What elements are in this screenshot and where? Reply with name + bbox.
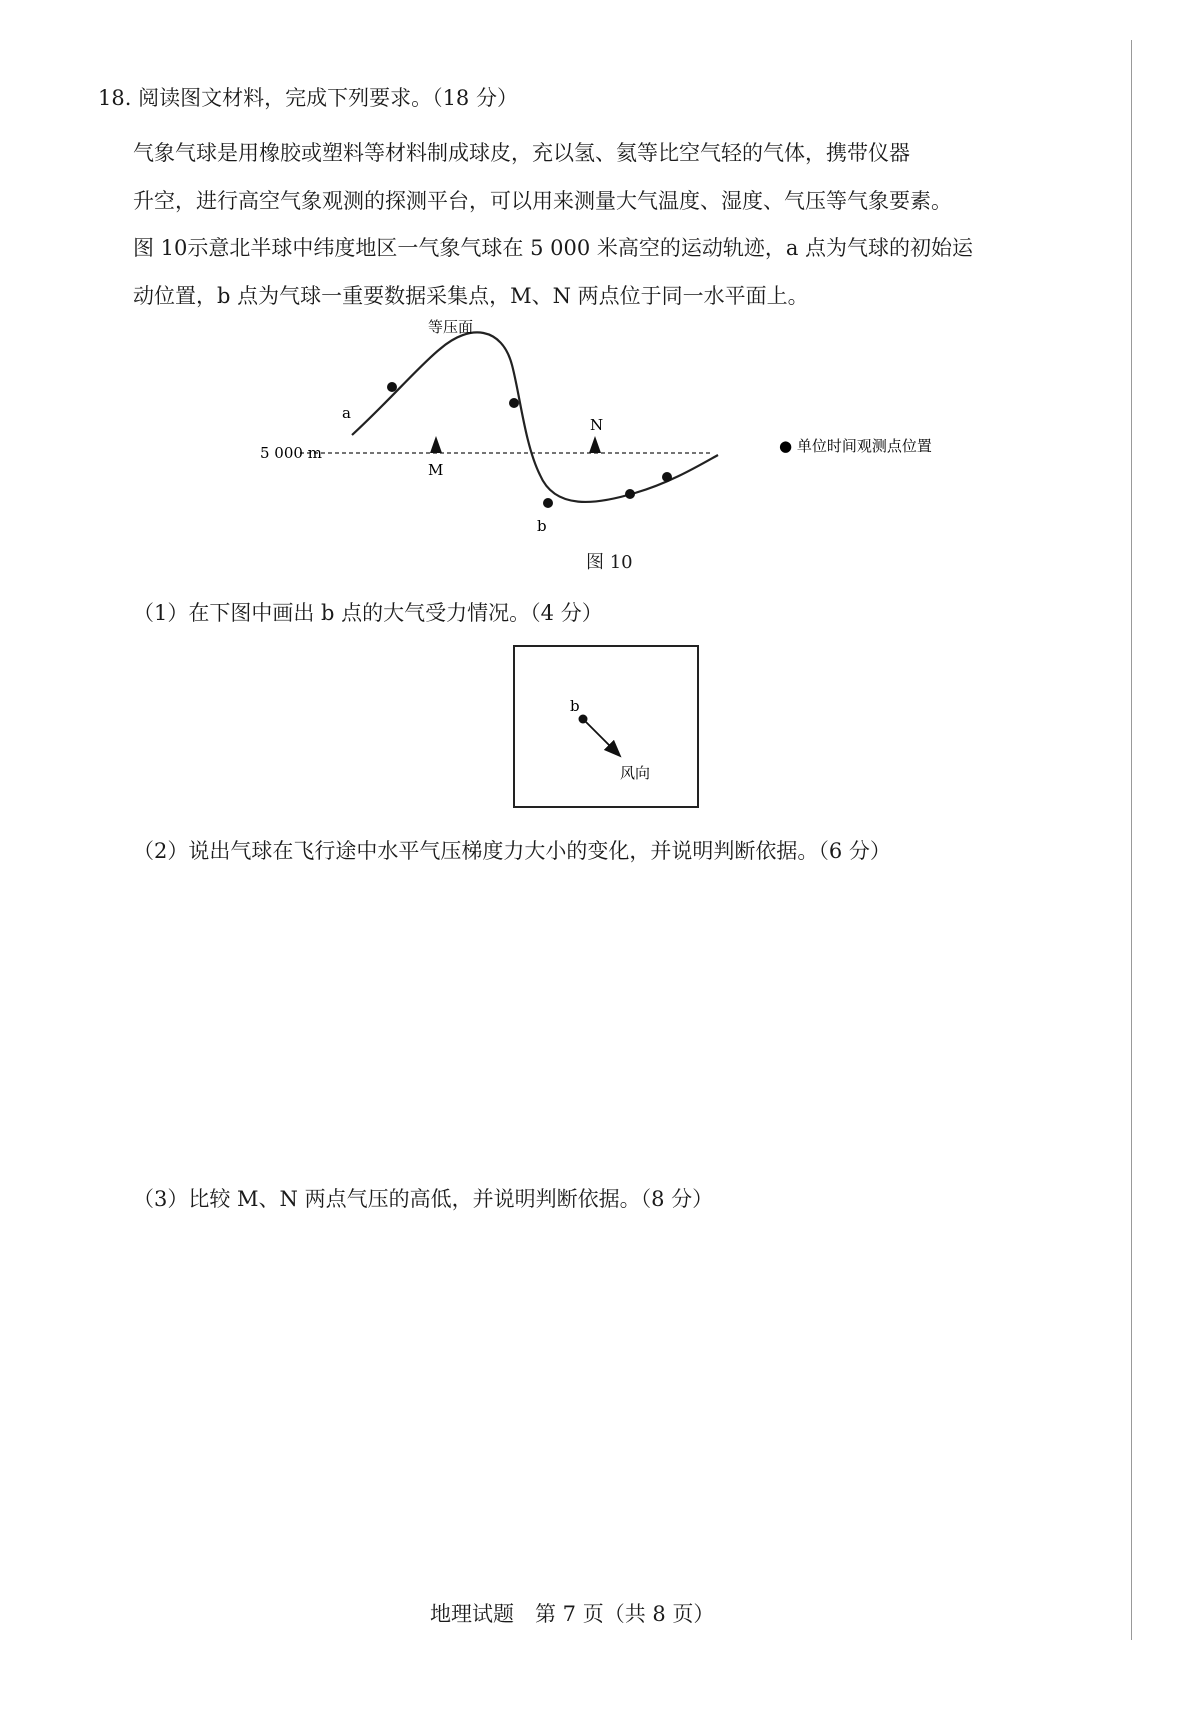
point-a-label: a — [342, 404, 351, 422]
observation-point — [509, 398, 519, 408]
observation-point-b — [543, 498, 553, 508]
figure-caption: 图 10 — [586, 552, 633, 573]
page-edge-line — [1131, 40, 1132, 1640]
sub-question-3: （3）比较 M、N 两点气压的高低，并说明判断依据。（8 分） — [133, 1187, 714, 1211]
observation-point — [387, 382, 397, 392]
point-b-label: b — [537, 517, 547, 535]
point-N-marker — [589, 436, 601, 453]
observation-point — [625, 489, 635, 499]
wind-direction-arrow — [585, 721, 619, 755]
page-footer: 地理试题 第 7 页（共 8 页） — [430, 1602, 715, 1626]
point-N-label: N — [590, 416, 604, 434]
paragraph-line-4: 动位置，b 点为气球一重要数据采集点，M、N 两点位于同一水平面上。 — [133, 284, 809, 308]
sub-question-1: （1）在下图中画出 b 点的大气受力情况。（4 分） — [133, 601, 603, 625]
question-title: 18. 阅读图文材料，完成下列要求。（18 分） — [98, 86, 518, 110]
figure-10-diagram — [240, 315, 980, 545]
point-M-marker — [430, 436, 442, 453]
sub-question-2: （2）说出气球在飞行途中水平气压梯度力大小的变化，并说明判断依据。（6 分） — [133, 839, 891, 863]
figure-legend: ● 单位时间观测点位置 — [779, 437, 932, 455]
paragraph-line-2: 升空，进行高空气象观测的探测平台，可以用来测量大气温度、湿度、气压等气象要素。 — [133, 189, 952, 213]
paragraph-line-1: 气象气球是用橡胶或塑料等材料制成球皮，充以氢、氦等比空气轻的气体，携带仪器 — [133, 141, 910, 165]
answer-box — [513, 645, 699, 808]
altitude-label: 5 000 m — [260, 444, 322, 462]
isobaric-surface-label: 等压面 — [428, 318, 474, 337]
wind-direction-diagram — [515, 647, 697, 806]
paragraph-line-3: 图 10示意北半球中纬度地区一气象气球在 5 000 米高空的运动轨迹，a 点为气球的初始运 — [133, 236, 974, 260]
observation-point — [662, 472, 672, 482]
point-b-label: b — [570, 697, 580, 715]
wind-direction-label: 风向 — [620, 764, 651, 782]
point-M-label: M — [428, 461, 444, 479]
